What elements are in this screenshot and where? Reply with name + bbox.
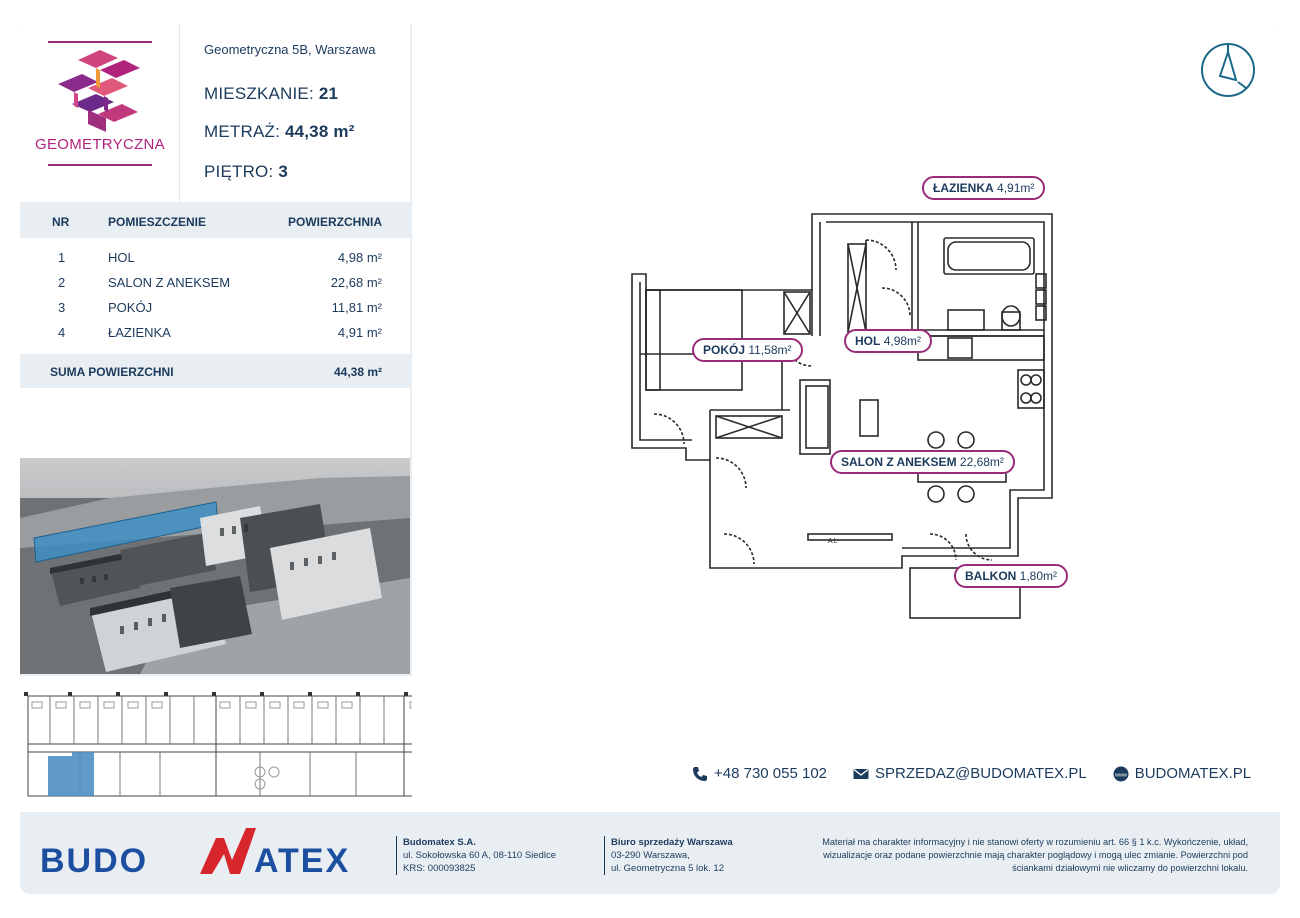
row-nr: 2 xyxy=(58,275,66,290)
sum-label: SUMA POWIERZCHNI xyxy=(50,365,174,379)
brand-right: ATEX xyxy=(254,842,351,880)
office-street: ul. Geometryczna 5 lok. 12 xyxy=(611,863,724,874)
table-row xyxy=(20,325,410,345)
row-name: POKÓJ xyxy=(108,300,153,315)
row-nr: 3 xyxy=(58,300,66,315)
website-contact[interactable] xyxy=(1113,765,1251,782)
room-area: 11,58m² xyxy=(748,343,792,357)
balcony-name: BALKON xyxy=(965,569,1017,583)
col-room: POMIESZCZENIE xyxy=(108,215,207,229)
aerial-visualization-image xyxy=(20,458,410,674)
office-info xyxy=(604,836,733,875)
disclaimer-line-3: ściankami działowymi nie wliczamy do powierzchni lokalu. xyxy=(1012,863,1248,873)
row-name: ŁAZIENKA xyxy=(108,325,171,340)
disclaimer-line-2: wizualizacje oraz podane powierzchnie mają charakter poglądowy i mogą ulec zmianie. Powierzchni pod xyxy=(823,850,1248,860)
cube-logo-icon xyxy=(48,48,152,136)
floor-plan-panel xyxy=(412,24,1280,812)
apartment-floor-plan xyxy=(612,204,1072,624)
row-area: 22,68 m² xyxy=(330,275,382,290)
table-row xyxy=(20,250,410,270)
brand-left: BUDO xyxy=(40,842,149,880)
svg-text:www: www xyxy=(1114,772,1127,778)
company-address: ul. Sokołowska 60 A, 08-110 Siedlce xyxy=(403,850,556,861)
property-sheet xyxy=(20,24,1280,894)
email-address[interactable]: SPRZEDAZ@BUDOMATEX.PL xyxy=(875,765,1087,782)
globe-icon xyxy=(1113,766,1129,782)
logo-text: GEOMETRYCZNA xyxy=(34,136,165,153)
room-name: POKÓJ xyxy=(703,343,746,357)
balcony-label xyxy=(954,564,1068,588)
apartment-number xyxy=(204,84,338,104)
rooms-table-header xyxy=(20,204,410,238)
sum-row xyxy=(20,354,410,388)
logo-bottom-line xyxy=(48,164,152,166)
apartment-value: 21 xyxy=(318,84,339,103)
hall-name: HOL xyxy=(855,334,881,348)
apartment-floor xyxy=(204,162,288,182)
living-area: 22,68m² xyxy=(959,455,1004,469)
geometryczna-logo xyxy=(20,24,180,202)
bathroom-area: 4,91m² xyxy=(997,181,1035,195)
table-row xyxy=(20,275,410,295)
col-nr: NR xyxy=(52,215,70,229)
company-krs: KRS: 000093825 xyxy=(403,863,476,874)
rooms-table xyxy=(20,238,410,354)
bathroom-name: ŁAZIENKA xyxy=(933,181,994,195)
col-area: POWIERZCHNIA xyxy=(288,215,382,229)
phone-contact[interactable] xyxy=(692,765,827,782)
website-url[interactable]: BUDOMATEX.PL xyxy=(1134,765,1252,782)
apartment-info xyxy=(204,24,410,202)
row-nr: 4 xyxy=(58,325,66,340)
hall-area: 4,98m² xyxy=(883,334,922,348)
row-name: HOL xyxy=(108,250,135,265)
sum-value: 44,38 m² xyxy=(333,365,382,379)
disclaimer xyxy=(808,836,1248,875)
living-room-label xyxy=(830,450,1015,474)
area-label: METRAŻ: xyxy=(204,122,281,141)
apartment-highlight xyxy=(48,752,94,796)
office-city: 03-290 Warszawa, xyxy=(611,850,690,861)
room-label xyxy=(692,338,803,362)
apartment-area xyxy=(204,122,355,142)
company-name: Budomatex S.A. xyxy=(403,837,476,848)
contact-bar xyxy=(692,765,1251,782)
area-value: 44,38 m² xyxy=(284,122,355,141)
row-name: SALON Z ANEKSEM xyxy=(108,275,231,290)
row-nr: 1 xyxy=(58,250,66,265)
living-name: SALON Z ANEKSEM xyxy=(841,455,957,469)
company-info xyxy=(396,836,556,875)
disclaimer-line-1: Materiał ma charakter informacyjny i nie stanowi oferty w rozumieniu art. 66 § 1 k.c. Wykończenie, układ, xyxy=(822,837,1248,847)
left-panel xyxy=(20,24,410,674)
email-contact[interactable] xyxy=(853,765,1087,782)
phone-icon xyxy=(692,766,708,782)
radiator-mark: AL xyxy=(828,538,839,545)
compass-icon xyxy=(1198,38,1262,102)
apartment-label: MIESZKANIE: xyxy=(204,84,314,103)
floor-value: 3 xyxy=(278,162,289,181)
logo-top-line xyxy=(48,41,152,43)
office-name: Biuro sprzedaży Warszawa xyxy=(611,837,733,848)
row-area: 4,98 m² xyxy=(337,250,382,265)
mail-icon xyxy=(853,766,869,782)
phone-number[interactable]: +48 730 055 102 xyxy=(714,765,828,782)
budomatex-logo xyxy=(40,824,370,884)
bathroom-label xyxy=(922,176,1045,200)
hall-label xyxy=(844,329,932,353)
address: Geometryczna 5B, Warszawa xyxy=(204,42,376,57)
aerial-spacer xyxy=(20,388,410,458)
row-area: 4,91 m² xyxy=(337,325,382,340)
row-area: 11,81 m² xyxy=(331,300,382,315)
floor-label: PIĘTRO: xyxy=(204,162,274,181)
header-box xyxy=(20,24,410,202)
footer xyxy=(20,812,1280,894)
table-row xyxy=(20,300,410,320)
balcony-area: 1,80m² xyxy=(1019,569,1058,583)
